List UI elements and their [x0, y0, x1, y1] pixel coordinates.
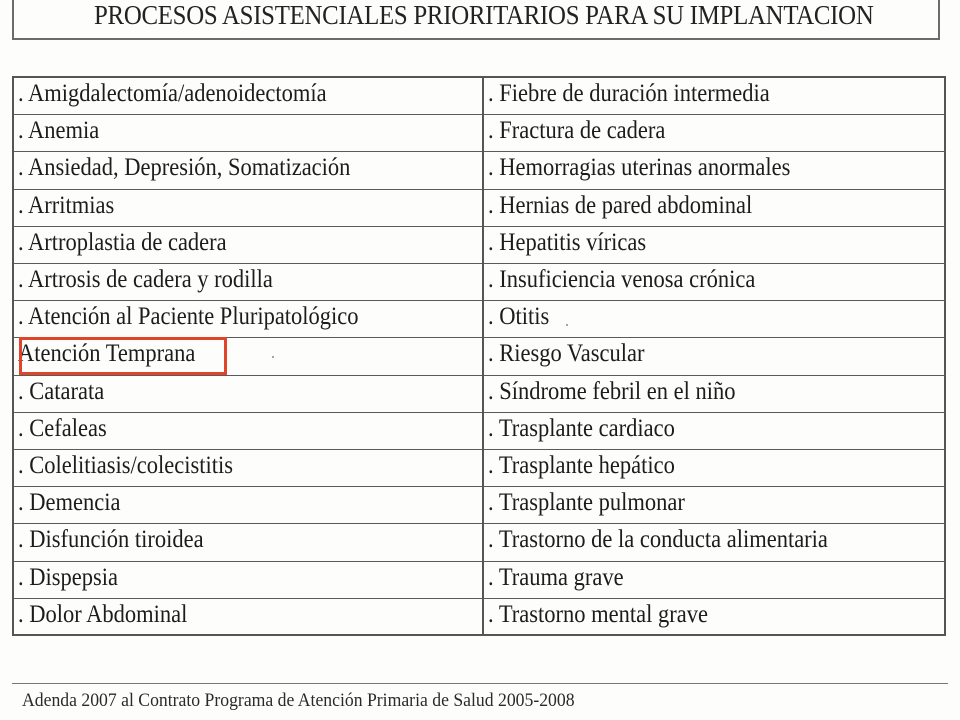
table-row — [484, 599, 946, 636]
title-box — [12, 0, 940, 40]
table-cell: . Trasplante pulmonar — [488, 489, 685, 517]
table-row — [14, 152, 482, 189]
table-row — [484, 338, 946, 375]
table-cell: . Trasplante cardiaco — [488, 414, 675, 442]
table-cell: Atención Temprana — [18, 340, 196, 368]
table-row — [14, 524, 482, 561]
scan-speck — [272, 356, 274, 358]
table-cell: . Cefaleas — [18, 414, 107, 442]
table-cell: . Otitis — [488, 303, 550, 331]
scan-speck — [566, 324, 568, 326]
table-cell: . Amigdalectomía/adenoidectomía — [18, 80, 327, 107]
table-cell: . Catarata — [18, 377, 105, 405]
table-row — [14, 599, 482, 636]
table-row — [14, 115, 482, 152]
table-row — [14, 562, 482, 599]
table-cell: . Dolor Abdominal — [18, 600, 188, 628]
table-cell: . Anemia — [18, 117, 100, 145]
table-row — [484, 190, 946, 227]
table-cell: . Hernias de pared abdominal — [488, 191, 753, 219]
footer-caption: Adenda 2007 al Contrato Programa de Atención Primaria de Salud 2005-2008 — [22, 690, 575, 711]
table-cell: . Disfunción tiroidea — [18, 526, 204, 554]
table-row — [484, 450, 946, 487]
right-column — [482, 78, 946, 634]
table-row — [14, 487, 482, 524]
table-cell: . Atención al Paciente Pluripatológico — [18, 303, 359, 331]
table-row — [14, 190, 482, 227]
table-cell: . Trastorno de la conducta alimentaria — [488, 526, 828, 554]
table-cell: . Fiebre de duración intermedia — [488, 80, 770, 107]
footer-divider — [12, 683, 948, 684]
table-cell: . Insuficiencia venosa crónica — [488, 266, 756, 293]
table-row — [484, 413, 946, 450]
table-row — [484, 152, 946, 189]
table-row — [484, 562, 946, 599]
table-cell: . Trauma grave — [488, 563, 624, 591]
table-cell: . Artrosis de cadera y rodilla — [18, 266, 273, 293]
table-row — [484, 227, 946, 264]
table-row — [484, 301, 946, 338]
table-cell: . Fractura de cadera — [488, 117, 666, 145]
table-row — [14, 227, 482, 264]
table-cell: . Colelitiasis/colecistitis — [18, 452, 233, 479]
table-row — [14, 301, 482, 338]
table-cell: . Ansiedad, Depresión, Somatización — [18, 154, 351, 182]
table-cell: . Hemorragias uterinas anormales — [488, 154, 791, 182]
page-title: PROCESOS ASISTENCIALES PRIORITARIOS PARA SU IMPLANTACION — [94, 0, 874, 30]
table-cell: . Trasplante hepático — [488, 452, 675, 479]
table-row — [14, 78, 482, 115]
table-cell: . Hepatitis víricas — [488, 228, 647, 256]
table-row — [484, 264, 946, 301]
table-cell: . Artroplastia de cadera — [18, 228, 227, 256]
table-cell: . Síndrome febril en el niño — [488, 377, 736, 405]
table-row — [484, 487, 946, 524]
table-row — [14, 450, 482, 487]
table-row — [14, 376, 482, 413]
table-cell: . Dispepsia — [18, 563, 118, 591]
highlight-box — [19, 337, 227, 375]
table-cell: . Demencia — [18, 489, 121, 517]
table-row — [484, 524, 946, 561]
table-cell: . Arritmias — [18, 191, 115, 219]
table-row — [14, 264, 482, 301]
table-row — [484, 376, 946, 413]
table-row — [484, 78, 946, 115]
table-cell: . Riesgo Vascular — [488, 340, 645, 368]
table-row — [484, 115, 946, 152]
table-cell: . Trastorno mental grave — [488, 600, 708, 628]
table-row — [14, 413, 482, 450]
